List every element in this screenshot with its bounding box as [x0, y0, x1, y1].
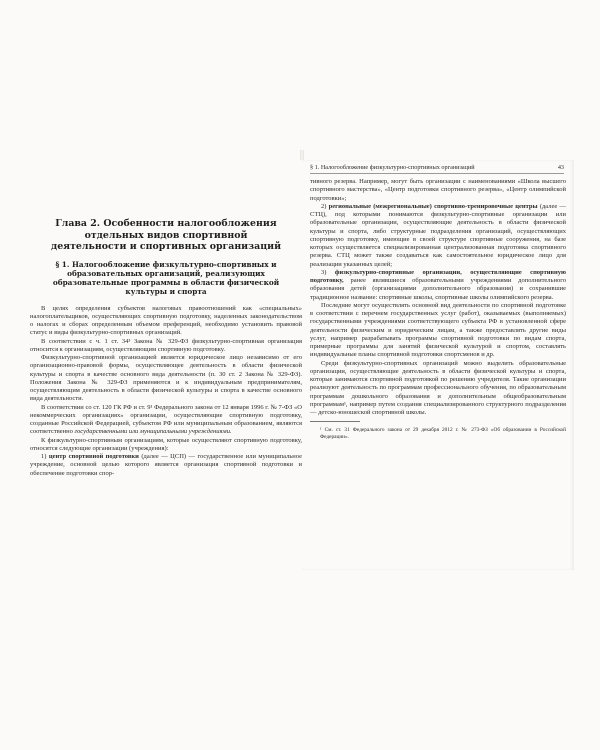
page-number: 43 [557, 164, 564, 171]
footnote-rule [310, 421, 360, 422]
footnote: ¹ См. ст. 31 Федерального закона от 29 декабря 2012 г. № 273-ФЗ «Об образовании в Российской Федерации». [320, 427, 566, 441]
term-sport-orgs: физкультурно-спортивные организации, осуществляющие спортивную подготовку, [310, 268, 567, 284]
term-csp: центр спортивной подготовки [48, 453, 139, 460]
left-paragraph-4 [30, 404, 302, 437]
chapter-title: Глава 2. Особенности налогообложения отдельных видов спортивной деятельности и спортивных организаций [50, 218, 282, 252]
left-paragraph-6 [30, 453, 302, 478]
right-paragraph-3-text: ранее являвшиеся образовательными учреждениями дополнительного образования детей (организациями дополнительного образования) и сохранившие традиционное название: спортивные школы, спортивные школы олимпийского резерва. [310, 277, 566, 301]
left-paragraph-2: В соответствии с ч. 1 ст. 34³ Закона № 329-ФЗ физкультурно-спортивная организация относится к организациям, осуществляющим спортивную подготовку. [30, 337, 302, 353]
term-stc: региональные (межрегиональные) спортивно-тренировочные центры [328, 202, 538, 210]
right-paragraph-1: тивного резерва. Например, могут быть организации с наименованиями «Школа высшего спортивного мастерства», «Центр подготовки спортивного резерва», «Центр олимпийской подготовки»; [310, 178, 566, 202]
list-number-2: 2) [321, 202, 329, 210]
running-head-title: § 1. Налогообложение физкультурно-спортивных организаций [310, 164, 475, 171]
right-paragraph-2-text: (далее — СТЦ), под которыми понимаются физкультурно-спортивные организации или образовательные организации, осуществляющие деятельность в области физической культуры и спорта, либо структурные подразделения организаций, осуществляющих спортивную подготовку, имеющие в своей структуре спортивные сооружения, на базе которых осуществляется специализированная централизованная подготовка спортивного резерва. СТЦ может также создаваться как самостоятельное юридическое лицо для реализации указанных целей; [310, 202, 566, 268]
left-paragraph-5: К физкультурно-спортивным организациям, которые осуществляют спортивную подготовку, относятся следующие организации (учреждения): [30, 436, 302, 452]
left-paragraph-6-text: (далее — ЦСП) — государственное или муниципальное учреждение, основной целью которого является организация спортивной подготовки и обеспечение подготовки спор- [30, 453, 302, 477]
right-page-body [310, 178, 566, 441]
right-paragraph-4: Последние могут осуществлять основной вид деятельности по спортивной подготовке в соответствии с перечнем государственных услуг (работ), оказываемых (выполняемых) государственными учреждениями соответствующего субъекта РФ в установленной сфере деятельности физическим и юридическим лицам, а также предоставлять другие виды услуг, например разрабатывать программы спортивной подготовки по видам спорта, примерные программы для занятий физической культурой и спортом, составлять индивидуальные планы спортивной подготовки спортсменов и др. [310, 301, 566, 359]
section-title: § 1. Налогообложение физкультурно-спортивных и образовательных организаций, реализующих образовательные программы в области физической культуры и спорта [52, 259, 280, 296]
right-paragraph-3 [310, 269, 566, 302]
running-head [310, 164, 564, 174]
right-paragraph-2 [310, 203, 566, 269]
left-paragraph-4-italic: государственными или муниципальными учреждениями. [74, 428, 232, 436]
left-page [30, 160, 302, 570]
left-paragraph-1: В целях определения субъектов налоговых правоотношений как «специальных» налогоплательщиков, осуществляющих спортивную подготовку, наделенных законодательством о налогах и сборах определенным объемом преференций, необходимо установить правовой статус и виды физкультурно-спортивных организаций. [30, 304, 302, 337]
right-paragraph-5: Среди физкультурно-спортивных организаций можно выделить образовательные организации, осуществляющие деятельность в области физической культуры и спорта, которые занимаются спортивной подготовкой по решению учредителя. Такие организации реализуют деятельность по программам профессионального обучения, по образовательным программам дошкольного образования и дополнительным общеобразовательным программам¹, например путем создания специализированного структурного подразделения — детско-юношеской спортивной школы. [310, 359, 566, 416]
left-paragraph-4-text: В соответствии со ст. 120 ГК РФ и ст. 9¹ Федерального закона от 12 января 1996 г. № 7-ФЗ «О некоммерческих организациях» организации, осуществляющие спортивную подготовку, созданные Российской Федерацией, субъектом РФ или муниципальным образованием, являются соответственно [30, 403, 302, 436]
right-page [302, 160, 574, 570]
list-number-3: 3) [321, 268, 335, 276]
left-paragraph-3: Физкультурно-спортивной организацией является юридическое лицо независимо от его организационно-правовой формы, осуществляющее деятельность в области физической культуры и спорта в качестве основного вида деятельности (п. 30 ст. 2 Закона № 329-ФЗ). Положения Закона № 329-ФЗ применяются и к индивидуальным предпринимателям, осуществляющим деятельность в области физической культуры и спорта в качестве основного вида деятельности. [30, 354, 302, 403]
list-number-1: 1) [41, 453, 49, 460]
